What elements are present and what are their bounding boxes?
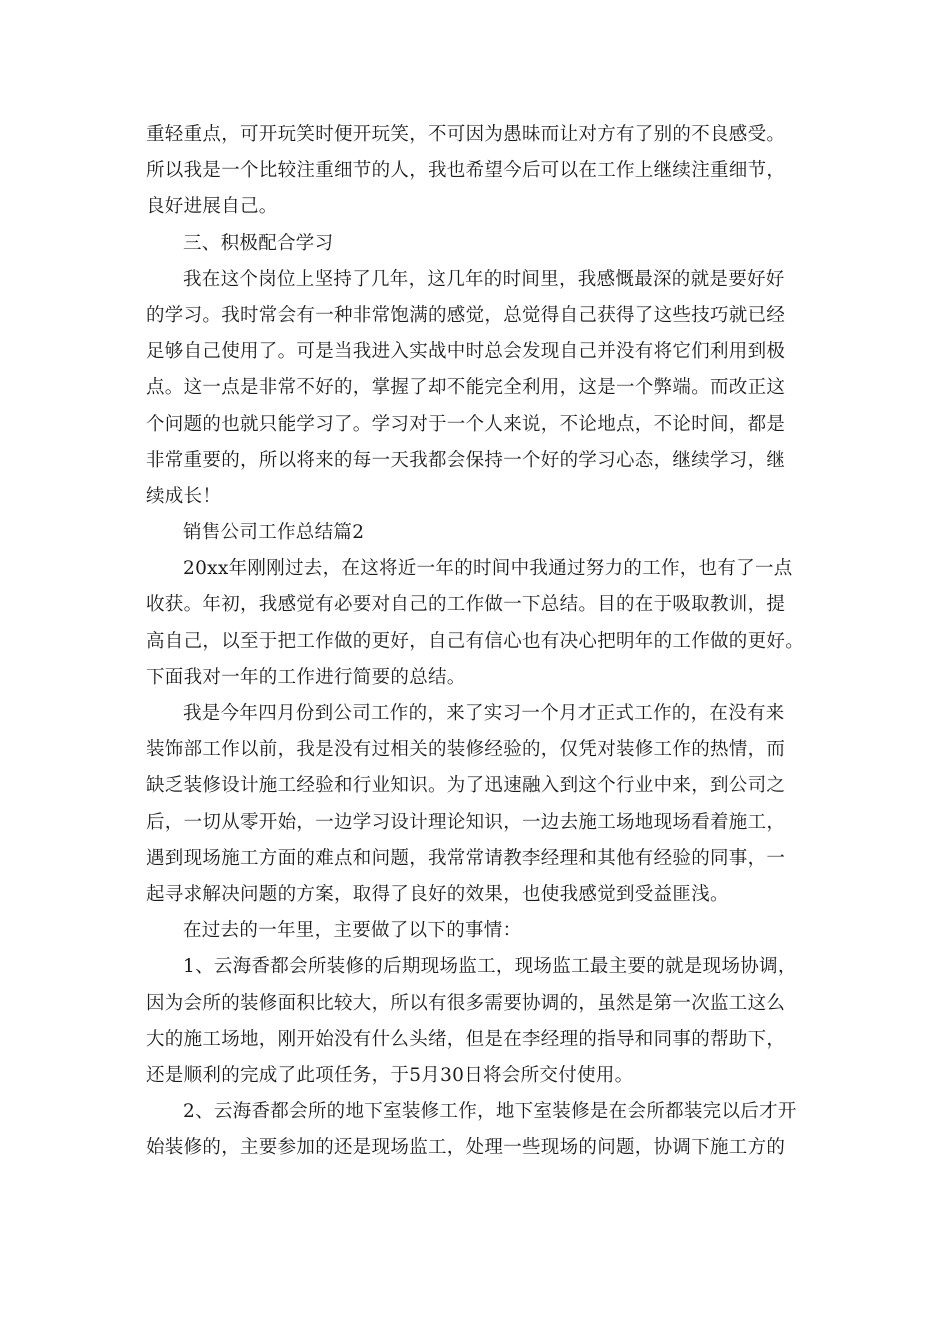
text-line: 续成长！	[146, 485, 222, 507]
text-line: 我是今年四月份到公司工作的，来了实习一个月才正式工作的，在没有来	[183, 703, 785, 724]
text-line: 个问题的也就只能学习了。学习对于一个人来说，不论地点，不论时间，都是	[146, 413, 786, 435]
text-line: 高自己，以至于把工作做的更好，自己有信心也有决心把明年的工作做的更好。	[146, 630, 805, 652]
text-line: 的学习。我时常会有一种非常饱满的感觉，总觉得自己获得了这些技巧就已经	[146, 304, 786, 326]
text-line: 因为会所的装修面积比较大，所以有很多需要协调的，虽然是第一次监工这么	[146, 992, 786, 1014]
text-line: 重轻重点，可开玩笑时便开玩笑，不可因为愚昧而让对方有了别的不良感受。	[146, 124, 786, 145]
text-line: 收获。年初，我感觉有必要对自己的工作做一下总结。目的在于吸取教训，提	[146, 594, 786, 616]
text-line: 还是顺利的完成了此项任务，于5月30日将会所交付使用。	[146, 1064, 634, 1086]
text-line: 下面我对一年的工作进行简要的总结。	[146, 666, 466, 688]
text-line: 装饰部工作以前，我是没有过相关的装修经验的，仅凭对装修工作的热情，而	[146, 739, 786, 761]
text-line: 始装修的，主要参加的还是现场监工，处理一些现场的问题，协调下施工方的	[146, 1137, 786, 1159]
text-line: 20xx年刚刚过去，在这将近一年的时间中我通过努力的工作，也有了一点	[183, 558, 793, 580]
text-line: 销售公司工作总结篇2	[183, 522, 365, 544]
text-line: 点。这一点是非常不好的，掌握了却不能完全利用，这是一个弊端。而改正这	[146, 377, 786, 399]
text-line: 非常重要的，所以将来的每一天我都会保持一个好的学习心态，继续学习，继	[146, 449, 786, 471]
text-line: 2、云海香都会所的地下室装修工作，地下室装修是在会所都装完以后才开	[183, 1101, 797, 1123]
text-line: 三、积极配合学习	[183, 232, 334, 254]
text-line: 1、云海香都会所装修的后期现场监工，现场监工最主要的就是现场协调，	[183, 956, 797, 978]
text-line: 后，一切从零开始，一边学习设计理论知识，一边去施工场地现场看着施工，	[146, 811, 786, 833]
document-body	[146, 117, 816, 1166]
text-line: 我在这个岗位上坚持了几年，这几年的时间里，我感慨最深的就是要好好	[183, 268, 785, 290]
text-line: 在过去的一年里，主要做了以下的事情：	[183, 920, 522, 942]
text-line: 缺乏装修设计施工经验和行业知识。为了迅速融入到这个行业中来，到公司之	[146, 775, 786, 797]
text-line: 所以我是一个比较注重细节的人，我也希望今后可以在工作上继续注重细节，	[146, 160, 786, 182]
text-line: 起寻求解决问题的方案，取得了良好的效果，也使我感觉到受益匪浅。	[146, 883, 729, 905]
text-line: 遇到现场施工方面的难点和问题，我常常请教李经理和其他有经验的同事，一	[146, 847, 786, 869]
text-line: 足够自己使用了。可是当我进入实战中时总会发现自己并没有将它们利用到极	[146, 341, 786, 363]
text-line: 良好进展自己。	[146, 196, 278, 218]
text-line: 大的施工场地，刚开始没有什么头绪，但是在李经理的指导和同事的帮助下，	[146, 1028, 786, 1050]
